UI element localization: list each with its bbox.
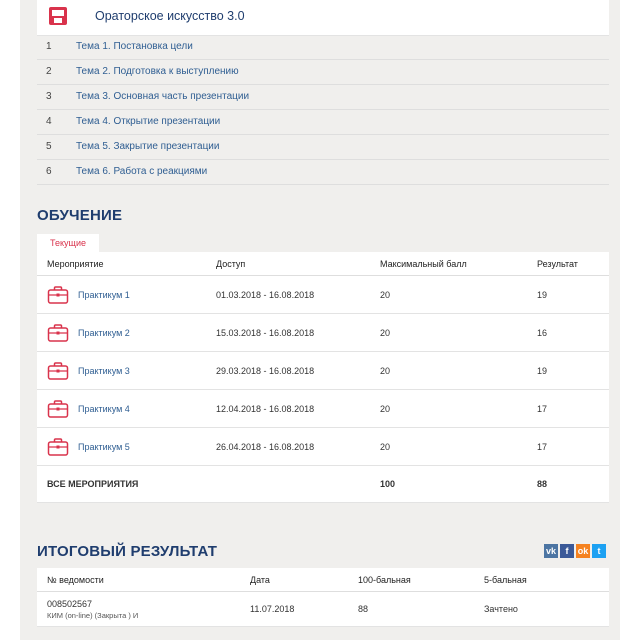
final-section-title: ИТОГОВЫЙ РЕЗУЛЬТАТ — [37, 543, 218, 560]
course-title: Ораторское искусство 3.0 — [95, 9, 245, 23]
table-row — [37, 592, 609, 627]
briefcase-icon — [47, 285, 69, 305]
twitter-icon[interactable]: t — [592, 544, 606, 558]
column-header-max-score: Максимальный балл — [370, 252, 527, 276]
topic-link[interactable]: Тема 3. Основная часть презентации — [76, 91, 250, 102]
event-result: 17 — [527, 390, 609, 428]
table-row — [37, 276, 609, 314]
event-link[interactable]: Практикум 5 — [78, 441, 130, 452]
table-row — [37, 314, 609, 352]
total-result: 88 — [527, 466, 609, 503]
table-row — [37, 390, 609, 428]
topic-number: 5 — [46, 141, 52, 152]
event-link[interactable]: Практикум 2 — [78, 327, 130, 338]
event-cell — [37, 314, 206, 352]
topic-number: 1 — [46, 41, 52, 52]
briefcase-icon — [47, 399, 69, 419]
event-result: 19 — [527, 276, 609, 314]
table-row — [37, 352, 609, 390]
column-header-event: Мероприятие — [37, 252, 206, 276]
briefcase-icon — [47, 323, 69, 343]
event-max-score: 20 — [370, 352, 527, 390]
topic-link[interactable]: Тема 5. Закрытие презентации — [76, 141, 220, 152]
topic-row — [37, 85, 609, 110]
briefcase-icon — [47, 361, 69, 381]
topic-row — [37, 135, 609, 160]
topic-list — [37, 35, 609, 185]
total-empty — [206, 466, 370, 503]
event-result: 17 — [527, 428, 609, 466]
topic-link[interactable]: Тема 6. Работа с реакциями — [76, 166, 208, 177]
event-result: 16 — [527, 314, 609, 352]
topic-number: 6 — [46, 166, 52, 177]
topic-row — [37, 60, 609, 85]
event-link[interactable]: Практикум 1 — [78, 289, 130, 300]
table-header-row — [37, 568, 609, 592]
topic-row — [37, 35, 609, 60]
topic-number: 4 — [46, 116, 52, 127]
facebook-icon[interactable]: f — [560, 544, 574, 558]
event-access: 15.03.2018 - 16.08.2018 — [206, 314, 370, 352]
topic-row — [37, 160, 609, 185]
record-number: 008502567 — [47, 598, 93, 609]
page — [20, 0, 620, 640]
column-header-score-5: 5-бальная — [474, 568, 609, 592]
record-cell — [37, 592, 240, 627]
topic-row — [37, 110, 609, 135]
total-label[interactable]: ВСЕ МЕРОПРИЯТИЯ — [37, 466, 206, 503]
course-header — [37, 0, 609, 36]
vk-icon[interactable]: vk — [545, 546, 556, 556]
column-header-record-number: № ведомости — [37, 568, 240, 592]
topic-link[interactable]: Тема 2. Подготовка к выступлению — [76, 66, 239, 77]
table-header-row — [37, 252, 609, 276]
event-access: 01.03.2018 - 16.08.2018 — [206, 276, 370, 314]
event-max-score: 20 — [370, 428, 527, 466]
event-link[interactable]: Практикум 4 — [78, 403, 130, 414]
event-max-score: 20 — [370, 314, 527, 352]
record-date: 11.07.2018 — [240, 592, 348, 627]
event-cell — [37, 390, 206, 428]
training-section-title: ОБУЧЕНИЕ — [37, 207, 123, 224]
record-score-5: Зачтено — [474, 592, 609, 627]
event-cell — [37, 428, 206, 466]
topic-link[interactable]: Тема 1. Постановка цели — [76, 41, 193, 52]
event-access: 12.04.2018 - 16.08.2018 — [206, 390, 370, 428]
training-table — [37, 252, 609, 503]
column-header-result: Результат — [527, 252, 609, 276]
record-description: КИМ (on-line) (Закрыта ) И — [47, 610, 139, 620]
event-max-score: 20 — [370, 390, 527, 428]
total-max: 100 — [370, 466, 527, 503]
event-link[interactable]: Практикум 3 — [78, 365, 130, 376]
record-score-100: 88 — [348, 592, 474, 627]
total-row — [37, 466, 609, 503]
odnoklassniki-icon[interactable]: ok — [577, 546, 589, 556]
event-access: 26.04.2018 - 16.08.2018 — [206, 428, 370, 466]
topic-link[interactable]: Тема 4. Открытие презентации — [76, 116, 221, 127]
course-book-icon — [48, 6, 68, 26]
final-results-table — [37, 568, 609, 627]
topic-number: 3 — [46, 91, 52, 102]
event-cell — [37, 276, 206, 314]
column-header-access: Доступ — [206, 252, 370, 276]
tab-current[interactable]: Текущие — [37, 234, 99, 252]
column-header-score-100: 100-бальная — [348, 568, 474, 592]
event-max-score: 20 — [370, 276, 527, 314]
event-access: 29.03.2018 - 16.08.2018 — [206, 352, 370, 390]
column-header-date: Дата — [240, 568, 348, 592]
share-buttons — [544, 544, 606, 558]
event-result: 19 — [527, 352, 609, 390]
table-row — [37, 428, 609, 466]
briefcase-icon — [47, 437, 69, 457]
topic-number: 2 — [46, 66, 52, 77]
event-cell — [37, 352, 206, 390]
